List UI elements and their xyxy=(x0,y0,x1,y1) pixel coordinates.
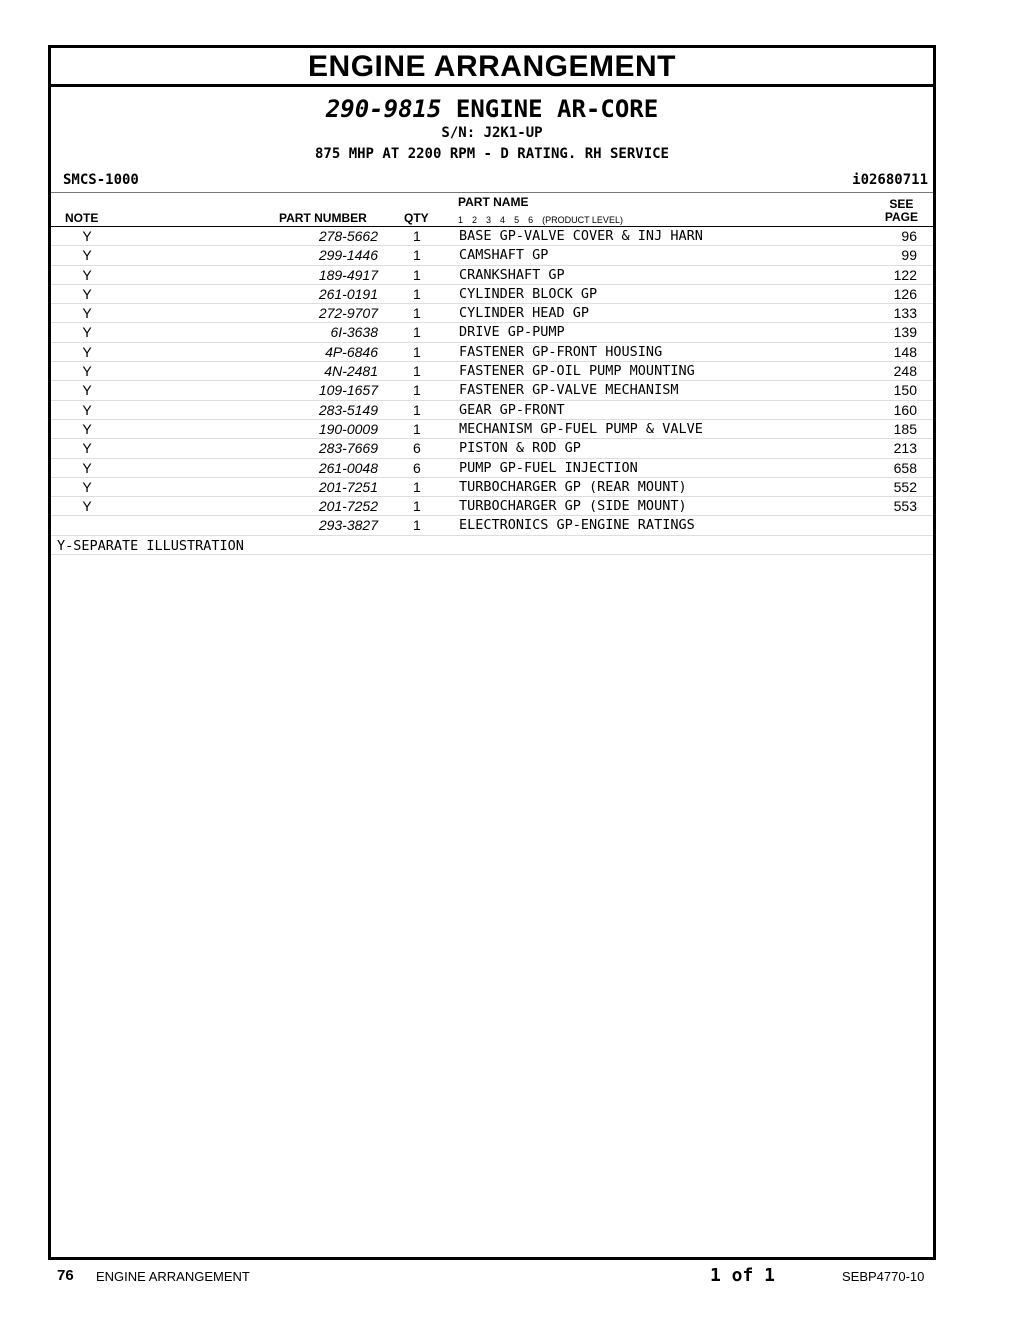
row-see-page: 148 xyxy=(893,343,917,360)
level-6: 6 xyxy=(528,215,534,225)
rating-line: 875 MHP AT 2200 RPM - D RATING. RH SERVICE xyxy=(314,146,669,162)
row-part-number: 272-9707 xyxy=(318,305,378,322)
row-note: Y xyxy=(82,440,92,457)
row-qty: 1 xyxy=(413,228,421,244)
row-see-page: 122 xyxy=(893,266,917,283)
row-qty: 1 xyxy=(413,498,421,515)
row-part-number: 6I-3638 xyxy=(330,324,378,341)
row-see-page: 133 xyxy=(893,305,917,322)
row-part-number: 109-1657 xyxy=(318,382,378,399)
table-row xyxy=(51,362,933,381)
table-row xyxy=(51,266,933,285)
row-part-number: 201-7252 xyxy=(318,498,378,515)
footer-section: ENGINE ARRANGEMENT xyxy=(96,1269,250,1284)
table-row xyxy=(51,304,933,323)
row-qty: 1 xyxy=(413,266,421,283)
row-part-name: FASTENER GP-FRONT HOUSING xyxy=(459,343,663,360)
table-row xyxy=(51,227,933,246)
row-part-name: FASTENER GP-VALVE MECHANISM xyxy=(459,382,679,399)
row-part-number: 189-4917 xyxy=(318,266,378,283)
table-row xyxy=(51,401,933,420)
row-note: Y xyxy=(82,478,92,495)
table-row xyxy=(51,246,933,265)
row-qty: 1 xyxy=(413,382,421,399)
row-part-number: 201-7251 xyxy=(318,478,378,495)
table-row xyxy=(51,497,933,516)
row-part-name: PUMP GP-FUEL INJECTION xyxy=(459,459,638,476)
row-note: Y xyxy=(82,363,92,380)
table-row xyxy=(51,439,933,458)
col-qty: QTY xyxy=(404,211,429,225)
row-note: Y xyxy=(82,382,92,399)
row-note: Y xyxy=(82,228,92,244)
row-part-name: DRIVE GP-PUMP xyxy=(459,324,565,341)
level-3: 3 xyxy=(486,215,492,225)
row-qty: 1 xyxy=(413,305,421,322)
col-part-number: PART NUMBER xyxy=(279,211,367,225)
col-part-name: PART NAME xyxy=(458,195,529,209)
row-qty: 6 xyxy=(413,440,421,457)
row-see-page: 139 xyxy=(893,324,917,341)
row-part-number: 283-5149 xyxy=(318,401,378,418)
row-part-number: 293-3827 xyxy=(318,517,378,534)
group-part-number: 290-9815 xyxy=(325,95,442,123)
row-part-number: 190-0009 xyxy=(318,420,378,437)
table-row xyxy=(51,420,933,439)
level-2: 2 xyxy=(472,215,478,225)
table-row xyxy=(51,285,933,304)
table-row xyxy=(51,459,933,478)
product-levels xyxy=(458,215,632,225)
row-qty: 1 xyxy=(413,363,421,380)
table-row xyxy=(51,478,933,497)
row-qty: 1 xyxy=(413,324,421,341)
page-number: 76 xyxy=(57,1267,74,1284)
row-part-number: 261-0191 xyxy=(318,285,378,302)
row-qty: 1 xyxy=(413,478,421,495)
row-see-page: 150 xyxy=(893,382,917,399)
row-qty: 1 xyxy=(413,517,421,534)
row-part-number: 299-1446 xyxy=(318,247,378,264)
row-see-page: 99 xyxy=(901,247,917,264)
row-see-page: 96 xyxy=(901,228,917,244)
level-4: 4 xyxy=(500,215,506,225)
row-part-name: CYLINDER HEAD GP xyxy=(459,305,590,322)
group-title xyxy=(51,96,933,122)
row-part-name: FASTENER GP-OIL PUMP MOUNTING xyxy=(459,363,695,380)
sheet-count: 1 of 1 xyxy=(710,1265,776,1286)
group-header xyxy=(51,96,933,163)
row-part-name: CRANKSHAFT GP xyxy=(459,266,565,283)
group-part-name: ENGINE AR-CORE xyxy=(455,95,659,123)
row-note: Y xyxy=(82,247,92,264)
row-part-name: TURBOCHARGER GP (REAR MOUNT) xyxy=(459,478,687,495)
page-frame xyxy=(48,45,936,1260)
row-see-page: 160 xyxy=(893,401,917,418)
row-note: Y xyxy=(82,266,92,283)
row-qty: 1 xyxy=(413,343,421,360)
row-qty: 1 xyxy=(413,285,421,302)
table-row xyxy=(51,381,933,400)
row-qty: 1 xyxy=(413,247,421,264)
row-see-page: 658 xyxy=(893,459,917,476)
row-see-page: 126 xyxy=(893,285,917,302)
level-1: 1 xyxy=(458,215,464,225)
row-note: Y xyxy=(82,420,92,437)
row-part-name: CYLINDER BLOCK GP xyxy=(459,285,598,302)
row-part-number: 278-5662 xyxy=(318,228,378,244)
row-part-name: GEAR GP-FRONT xyxy=(459,401,565,418)
row-see-page: 552 xyxy=(893,478,917,495)
row-note: Y xyxy=(82,285,92,302)
row-part-name: MECHANISM GP-FUEL PUMP & VALVE xyxy=(459,420,703,437)
row-note: Y xyxy=(82,343,92,360)
product-level-label: (PRODUCT LEVEL) xyxy=(542,215,623,225)
row-part-name: CAMSHAFT GP xyxy=(459,247,549,264)
row-qty: 1 xyxy=(413,401,421,418)
table-row xyxy=(51,516,933,535)
page-title: ENGINE ARRANGEMENT xyxy=(51,48,933,87)
table-row xyxy=(51,343,933,362)
row-part-number: 261-0048 xyxy=(318,459,378,476)
smcs-code: SMCS-1000 xyxy=(63,172,139,188)
table-row xyxy=(51,323,933,342)
col-see-page xyxy=(885,198,918,224)
page-footer xyxy=(0,1265,1020,1289)
row-see-page: 213 xyxy=(893,440,917,457)
row-part-number: 4N-2481 xyxy=(324,363,378,380)
row-part-name: ELECTRONICS GP-ENGINE RATINGS xyxy=(459,517,695,534)
row-qty: 6 xyxy=(413,459,421,476)
row-part-number: 4P-6846 xyxy=(325,343,378,360)
row-see-page: 553 xyxy=(893,498,917,515)
row-note: Y xyxy=(82,305,92,322)
doc-number: SEBP4770-10 xyxy=(842,1269,925,1284)
row-qty: 1 xyxy=(413,420,421,437)
serial-number: S/N: J2K1-UP xyxy=(441,125,543,141)
row-part-name: BASE GP-VALVE COVER & INJ HARN xyxy=(459,228,703,244)
col-see: SEE xyxy=(889,197,914,211)
row-part-number: 283-7669 xyxy=(318,440,378,457)
row-note: Y xyxy=(82,498,92,515)
document-id: i02680711 xyxy=(852,172,928,188)
col-note: NOTE xyxy=(65,211,99,225)
row-note: Y xyxy=(82,401,92,418)
row-see-page: 185 xyxy=(893,420,917,437)
table-header xyxy=(51,193,933,227)
col-page: PAGE xyxy=(884,210,918,224)
row-note: Y xyxy=(82,459,92,476)
row-note: Y xyxy=(82,324,92,341)
footnote: Y-SEPARATE ILLUSTRATION xyxy=(51,536,933,555)
level-5: 5 xyxy=(514,215,520,225)
row-part-name: PISTON & ROD GP xyxy=(459,440,581,457)
row-see-page: 248 xyxy=(893,363,917,380)
smcs-row xyxy=(51,170,933,193)
parts-table-body xyxy=(51,227,933,536)
row-part-name: TURBOCHARGER GP (SIDE MOUNT) xyxy=(459,498,687,515)
